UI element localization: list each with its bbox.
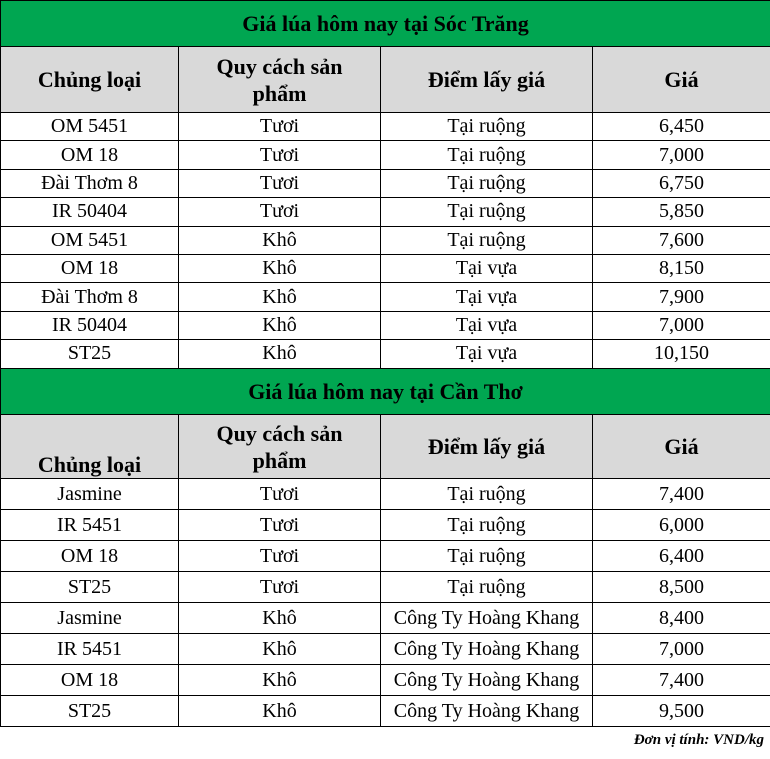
table-cell: Tại ruộng (381, 113, 593, 141)
table-row (1, 479, 770, 510)
table-cell: 6,400 (593, 541, 770, 572)
table-cell: Jasmine (1, 603, 179, 634)
table-cell: 6,450 (593, 113, 770, 141)
table-cell: Jasmine (1, 479, 179, 510)
table-cell: Khô (179, 696, 381, 727)
table-cell: Tươi (179, 141, 381, 169)
table-row (1, 634, 770, 665)
column-header: Điểm lấy giá (381, 47, 593, 113)
table-cell: 8,400 (593, 603, 770, 634)
table-row (1, 510, 770, 541)
table-cell: Tươi (179, 169, 381, 197)
table-cell: 7,400 (593, 665, 770, 696)
table-cell: Khô (179, 283, 381, 311)
table-cell: Tại ruộng (381, 198, 593, 226)
table-title: Giá lúa hôm nay tại Sóc Trăng (1, 1, 770, 47)
table-cell: 8,500 (593, 572, 770, 603)
table-cell: IR 50404 (1, 311, 179, 339)
table-cell: 6,750 (593, 169, 770, 197)
table-row (1, 169, 770, 197)
table-cell: 9,500 (593, 696, 770, 727)
table-cell: Tươi (179, 113, 381, 141)
table-cell: OM 18 (1, 665, 179, 696)
table-cell: Khô (179, 340, 381, 368)
column-header: Chủng loại (1, 415, 179, 479)
table-cell: Khô (179, 311, 381, 339)
column-header: Chủng loại (1, 47, 179, 113)
table-cell: Khô (179, 254, 381, 282)
table-cell: Tươi (179, 510, 381, 541)
table-cell: 7,600 (593, 226, 770, 254)
table-cell: OM 18 (1, 141, 179, 169)
table-row (1, 198, 770, 226)
table-cell: 7,000 (593, 634, 770, 665)
column-header: Điểm lấy giá (381, 415, 593, 479)
table-cell: Công Ty Hoàng Khang (381, 665, 593, 696)
table-row (1, 572, 770, 603)
table-cell: OM 5451 (1, 226, 179, 254)
table-row (1, 603, 770, 634)
soc-trang-price-table (0, 0, 770, 369)
table-cell: Tại ruộng (381, 541, 593, 572)
table-cell: 7,000 (593, 311, 770, 339)
column-header: Quy cách sản phẩm (179, 47, 381, 113)
table-cell: Tươi (179, 198, 381, 226)
table-cell: Tại vựa (381, 283, 593, 311)
table-cell: 7,400 (593, 479, 770, 510)
table-cell: Tại vựa (381, 254, 593, 282)
table-title-row (1, 1, 770, 47)
table-cell: 7,900 (593, 283, 770, 311)
table-cell: Công Ty Hoàng Khang (381, 696, 593, 727)
table-cell: Tại ruộng (381, 479, 593, 510)
table-cell: Tươi (179, 572, 381, 603)
table-cell: 8,150 (593, 254, 770, 282)
table-cell: Tại vựa (381, 340, 593, 368)
can-tho-price-table (0, 368, 770, 727)
table-cell: Khô (179, 634, 381, 665)
table-cell: IR 50404 (1, 198, 179, 226)
table-title: Giá lúa hôm nay tại Cần Thơ (1, 369, 770, 415)
table-cell: Đài Thơm 8 (1, 283, 179, 311)
table-row (1, 311, 770, 339)
table-cell: 5,850 (593, 198, 770, 226)
table-cell: OM 18 (1, 254, 179, 282)
table-row (1, 254, 770, 282)
table-row (1, 113, 770, 141)
table-row (1, 665, 770, 696)
table-row (1, 141, 770, 169)
table-row (1, 340, 770, 368)
table-row (1, 226, 770, 254)
table-cell: Tại ruộng (381, 141, 593, 169)
table-cell: OM 5451 (1, 113, 179, 141)
table-cell: 6,000 (593, 510, 770, 541)
unit-note: Đơn vị tính: VND/kg (633, 732, 764, 748)
table-cell: Công Ty Hoàng Khang (381, 634, 593, 665)
column-header: Giá (593, 415, 770, 479)
table-cell: Công Ty Hoàng Khang (381, 603, 593, 634)
column-header: Quy cách sản phẩm (179, 415, 381, 479)
table-header-row (1, 47, 770, 113)
table-cell: Tại ruộng (381, 169, 593, 197)
table-cell: Tại ruộng (381, 226, 593, 254)
table-cell: 7,000 (593, 141, 770, 169)
table-row (1, 541, 770, 572)
table-row (1, 696, 770, 727)
table-cell: ST25 (1, 572, 179, 603)
table-cell: ST25 (1, 340, 179, 368)
table-cell: Tại vựa (381, 311, 593, 339)
table-cell: Tại ruộng (381, 572, 593, 603)
table-header-row (1, 415, 770, 479)
table-row (1, 283, 770, 311)
table-cell: 10,150 (593, 340, 770, 368)
table-cell: Tươi (179, 541, 381, 572)
table-cell: IR 5451 (1, 634, 179, 665)
table-cell: Tươi (179, 479, 381, 510)
table-cell: Đài Thơm 8 (1, 169, 179, 197)
table-title-row (1, 369, 770, 415)
table-cell: Tại ruộng (381, 510, 593, 541)
table-cell: Khô (179, 603, 381, 634)
table-cell: Khô (179, 665, 381, 696)
table-cell: Khô (179, 226, 381, 254)
table-cell: ST25 (1, 696, 179, 727)
table-cell: IR 5451 (1, 510, 179, 541)
column-header: Giá (593, 47, 770, 113)
table-cell: OM 18 (1, 541, 179, 572)
